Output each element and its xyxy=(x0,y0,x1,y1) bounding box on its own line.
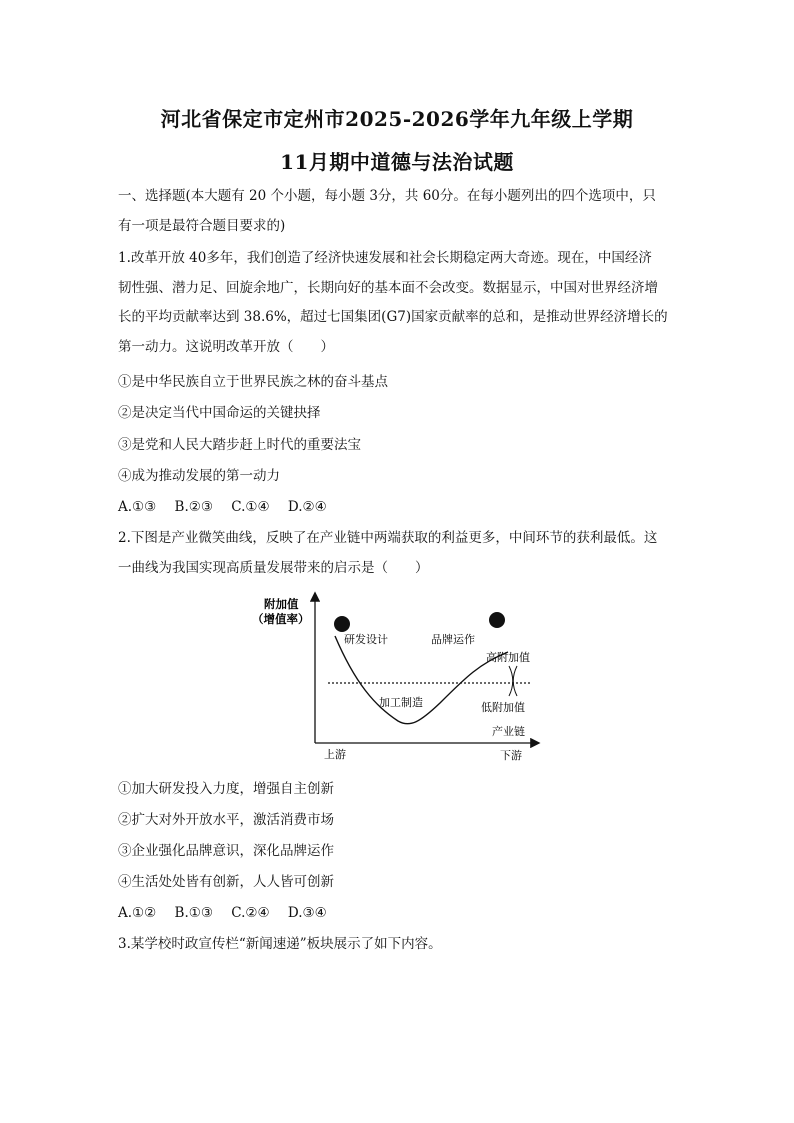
question-1-option-2: ②是决定当代中国命运的关键抉择 xyxy=(118,405,321,421)
question-2-line: 一曲线为我国实现高质量发展带来的启示是（ ） xyxy=(118,559,429,576)
question-1-choices xyxy=(118,497,678,517)
section-instructions xyxy=(118,182,678,241)
choice-c[interactable]: C.①④ xyxy=(231,499,270,515)
choice-c[interactable]: C.②④ xyxy=(231,905,270,921)
question-1-line: 长的平均贡献率达到 38.6%，超过七国集团(G7)国家贡献率的总和，是推动世界经济增长的 xyxy=(118,309,668,325)
question-2-line: 2.下图是产业微笑曲线，反映了在产业链中两端获取的利益更多，中间环节的获利最低。这 xyxy=(118,530,658,546)
label-high-value: 高附加值 xyxy=(486,651,530,664)
label-rd: 研发设计 xyxy=(344,633,388,646)
choice-b[interactable]: B.②③ xyxy=(174,499,213,515)
question-2-option-1: ①加大研发投入力度，增强自主创新 xyxy=(118,781,334,797)
smile-curve-figure xyxy=(250,588,550,768)
choice-b[interactable]: B.①③ xyxy=(174,905,213,921)
question-2-choices xyxy=(118,903,678,923)
question-1-option-1: ①是中华民族自立于世界民族之林的奋斗基点 xyxy=(118,374,388,390)
label-upstream: 上游 xyxy=(324,748,346,761)
choice-a[interactable]: A.①③ xyxy=(118,499,157,515)
rd-dot xyxy=(334,616,350,632)
question-2-option-4: ④生活处处皆有创新，人人皆可创新 xyxy=(118,874,334,890)
question-1-option-3: ③是党和人民大踏步赶上时代的重要法宝 xyxy=(118,437,361,453)
label-downstream: 下游 xyxy=(500,749,522,762)
choice-d[interactable]: D.③④ xyxy=(287,905,327,921)
label-brand: 品牌运作 xyxy=(431,633,475,646)
question-2-option-2: ②扩大对外开放水平，激活消费市场 xyxy=(118,812,334,828)
choice-a[interactable]: A.①② xyxy=(118,905,157,921)
question-2-stem xyxy=(118,524,678,583)
exam-title-line2: 11月期中道德与法治试题 xyxy=(280,150,514,174)
brand-dot xyxy=(489,612,505,628)
label-industry-chain: 产业链 xyxy=(492,725,525,738)
question-1-line: 1.改革开放 40多年，我们创造了经济快速发展和社会长期稳定两大奇迹。现在，中国经济 xyxy=(118,250,652,266)
section-line: 有一项是最符合题目要求的) xyxy=(118,217,286,234)
question-3-stem: 3.某学校时政宣传栏“新闻速递”板块展示了如下内容。 xyxy=(118,936,442,952)
gap-marker xyxy=(509,666,517,696)
choice-d[interactable]: D.②④ xyxy=(287,499,327,515)
label-manufacturing: 加工制造 xyxy=(379,696,423,709)
label-low-value: 低附加值 xyxy=(481,701,525,714)
y-axis-label-unit: （增值率） xyxy=(252,612,310,626)
exam-title-line1: 河北省保定市定州市2025-2026学年九年级上学期 xyxy=(160,107,634,131)
y-axis-label: 附加值 xyxy=(264,597,299,611)
question-1-option-4: ④成为推动发展的第一动力 xyxy=(118,468,280,484)
question-2-option-3: ③企业强化品牌意识，深化品牌运作 xyxy=(118,843,334,859)
question-1-line: 韧性强、潜力足、回旋余地广，长期向好的基本面不会改变。数据显示，中国对世界经济增 xyxy=(118,279,658,296)
question-1-line: 第一动力。这说明改革开放（ ） xyxy=(118,338,334,355)
question-1-stem xyxy=(118,244,678,362)
section-line: 一、选择题(本大题有 20 个小题，每小题 3分，共 60分。在每小题列出的四个选项中，只 xyxy=(118,188,656,204)
